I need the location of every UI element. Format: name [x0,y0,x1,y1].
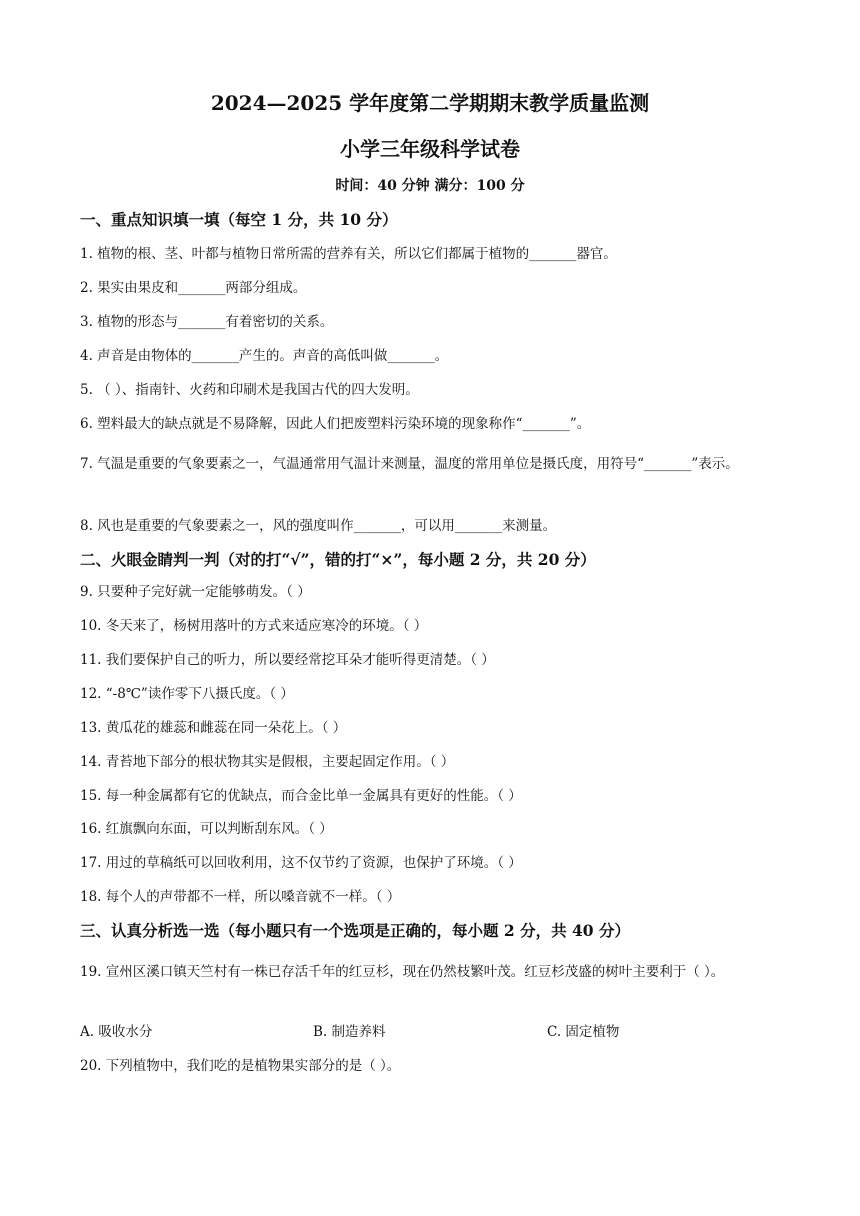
question-19-option-b: B. 制造养料 [313,1024,386,1040]
section-heading-2: 二、火眼金睛判一判（对的打“√”，错的打“×”，每小题 2 分，共 20 分） [80,550,596,569]
question-9: 9. 只要种子完好就一定能够萌发。（ ） [80,584,311,600]
question-17: 17. 用过的草稿纸可以回收利用，这不仅节约了资源，也保护了环境。（ ） [80,855,522,871]
section-heading-3: 三、认真分析选一选（每小题只有一个选项是正确的，每小题 2 分，共 40 分） [80,921,630,940]
question-19-option-c: C. 固定植物 [547,1024,620,1040]
question-6: 6. 塑料最大的缺点就是不易降解，因此人们把废塑料污染环境的现象称作“_______”。 [80,416,591,432]
question-18: 18. 每个人的声带都不一样，所以嗓音就不一样。（ ） [80,889,401,905]
question-19: 19. 宣州区溪口镇天竺村有一株已存活千年的红豆杉，现在仍然枝繁叶茂。红豆杉茂盛的树叶主要利于（ ）。 [80,964,725,980]
question-4: 4. 声音是由物体的_______产生的。声音的高低叫做_______。 [80,348,449,364]
question-16: 16. 红旗飘向东面，可以判断刮东风。（ ） [80,821,333,837]
question-7: 7. 气温是重要的气象要素之一，气温通常用气温计来测量，温度的常用单位是摄氏度，用符号“_______”表示。 [80,456,739,472]
question-8: 8. 风也是重要的气象要素之一，风的强度叫作_______，可以用_______来测量。 [80,518,557,534]
question-2: 2. 果实由果皮和_______两部分组成。 [80,280,307,296]
section-heading-1: 一、重点知识填一填（每空 1 分，共 10 分） [80,210,398,229]
question-12: 12. “-8℃”读作零下八摄氏度。（ ） [80,686,294,702]
question-20: 20. 下列植物中，我们吃的是植物果实部分的是（ ）。 [80,1058,401,1074]
question-5: 5. （ ）、指南针、火药和印刷术是我国古代的四大发明。 [80,382,419,398]
exam-meta: 时间：40 分钟 满分：100 分 [335,178,525,194]
question-15: 15. 每一种金属都有它的优缺点，而合金比单一金属具有更好的性能。（ ） [80,788,522,804]
question-14: 14. 青苔地下部分的根状物其实是假根，主要起固定作用。（ ） [80,754,455,770]
exam-subtitle: 小学三年级科学试卷 [340,137,520,161]
question-3: 3. 植物的形态与_______有着密切的关系。 [80,314,334,330]
question-11: 11. 我们要保护自己的听力，所以要经常挖耳朵才能听得更清楚。（ ） [80,652,495,668]
question-13: 13. 黄瓜花的雄蕊和雌蕊在同一朵花上。（ ） [80,720,347,736]
exam-title: 2024—2025 学年度第二学期期末教学质量监测 [210,91,650,115]
question-19-option-a: A. 吸收水分 [80,1024,153,1040]
question-10: 10. 冬天来了，杨树用落叶的方式来适应寒冷的环境。（ ） [80,618,428,634]
question-1: 1. 植物的根、茎、叶都与植物日常所需的营养有关，所以它们都属于植物的_______器官。 [80,246,617,262]
